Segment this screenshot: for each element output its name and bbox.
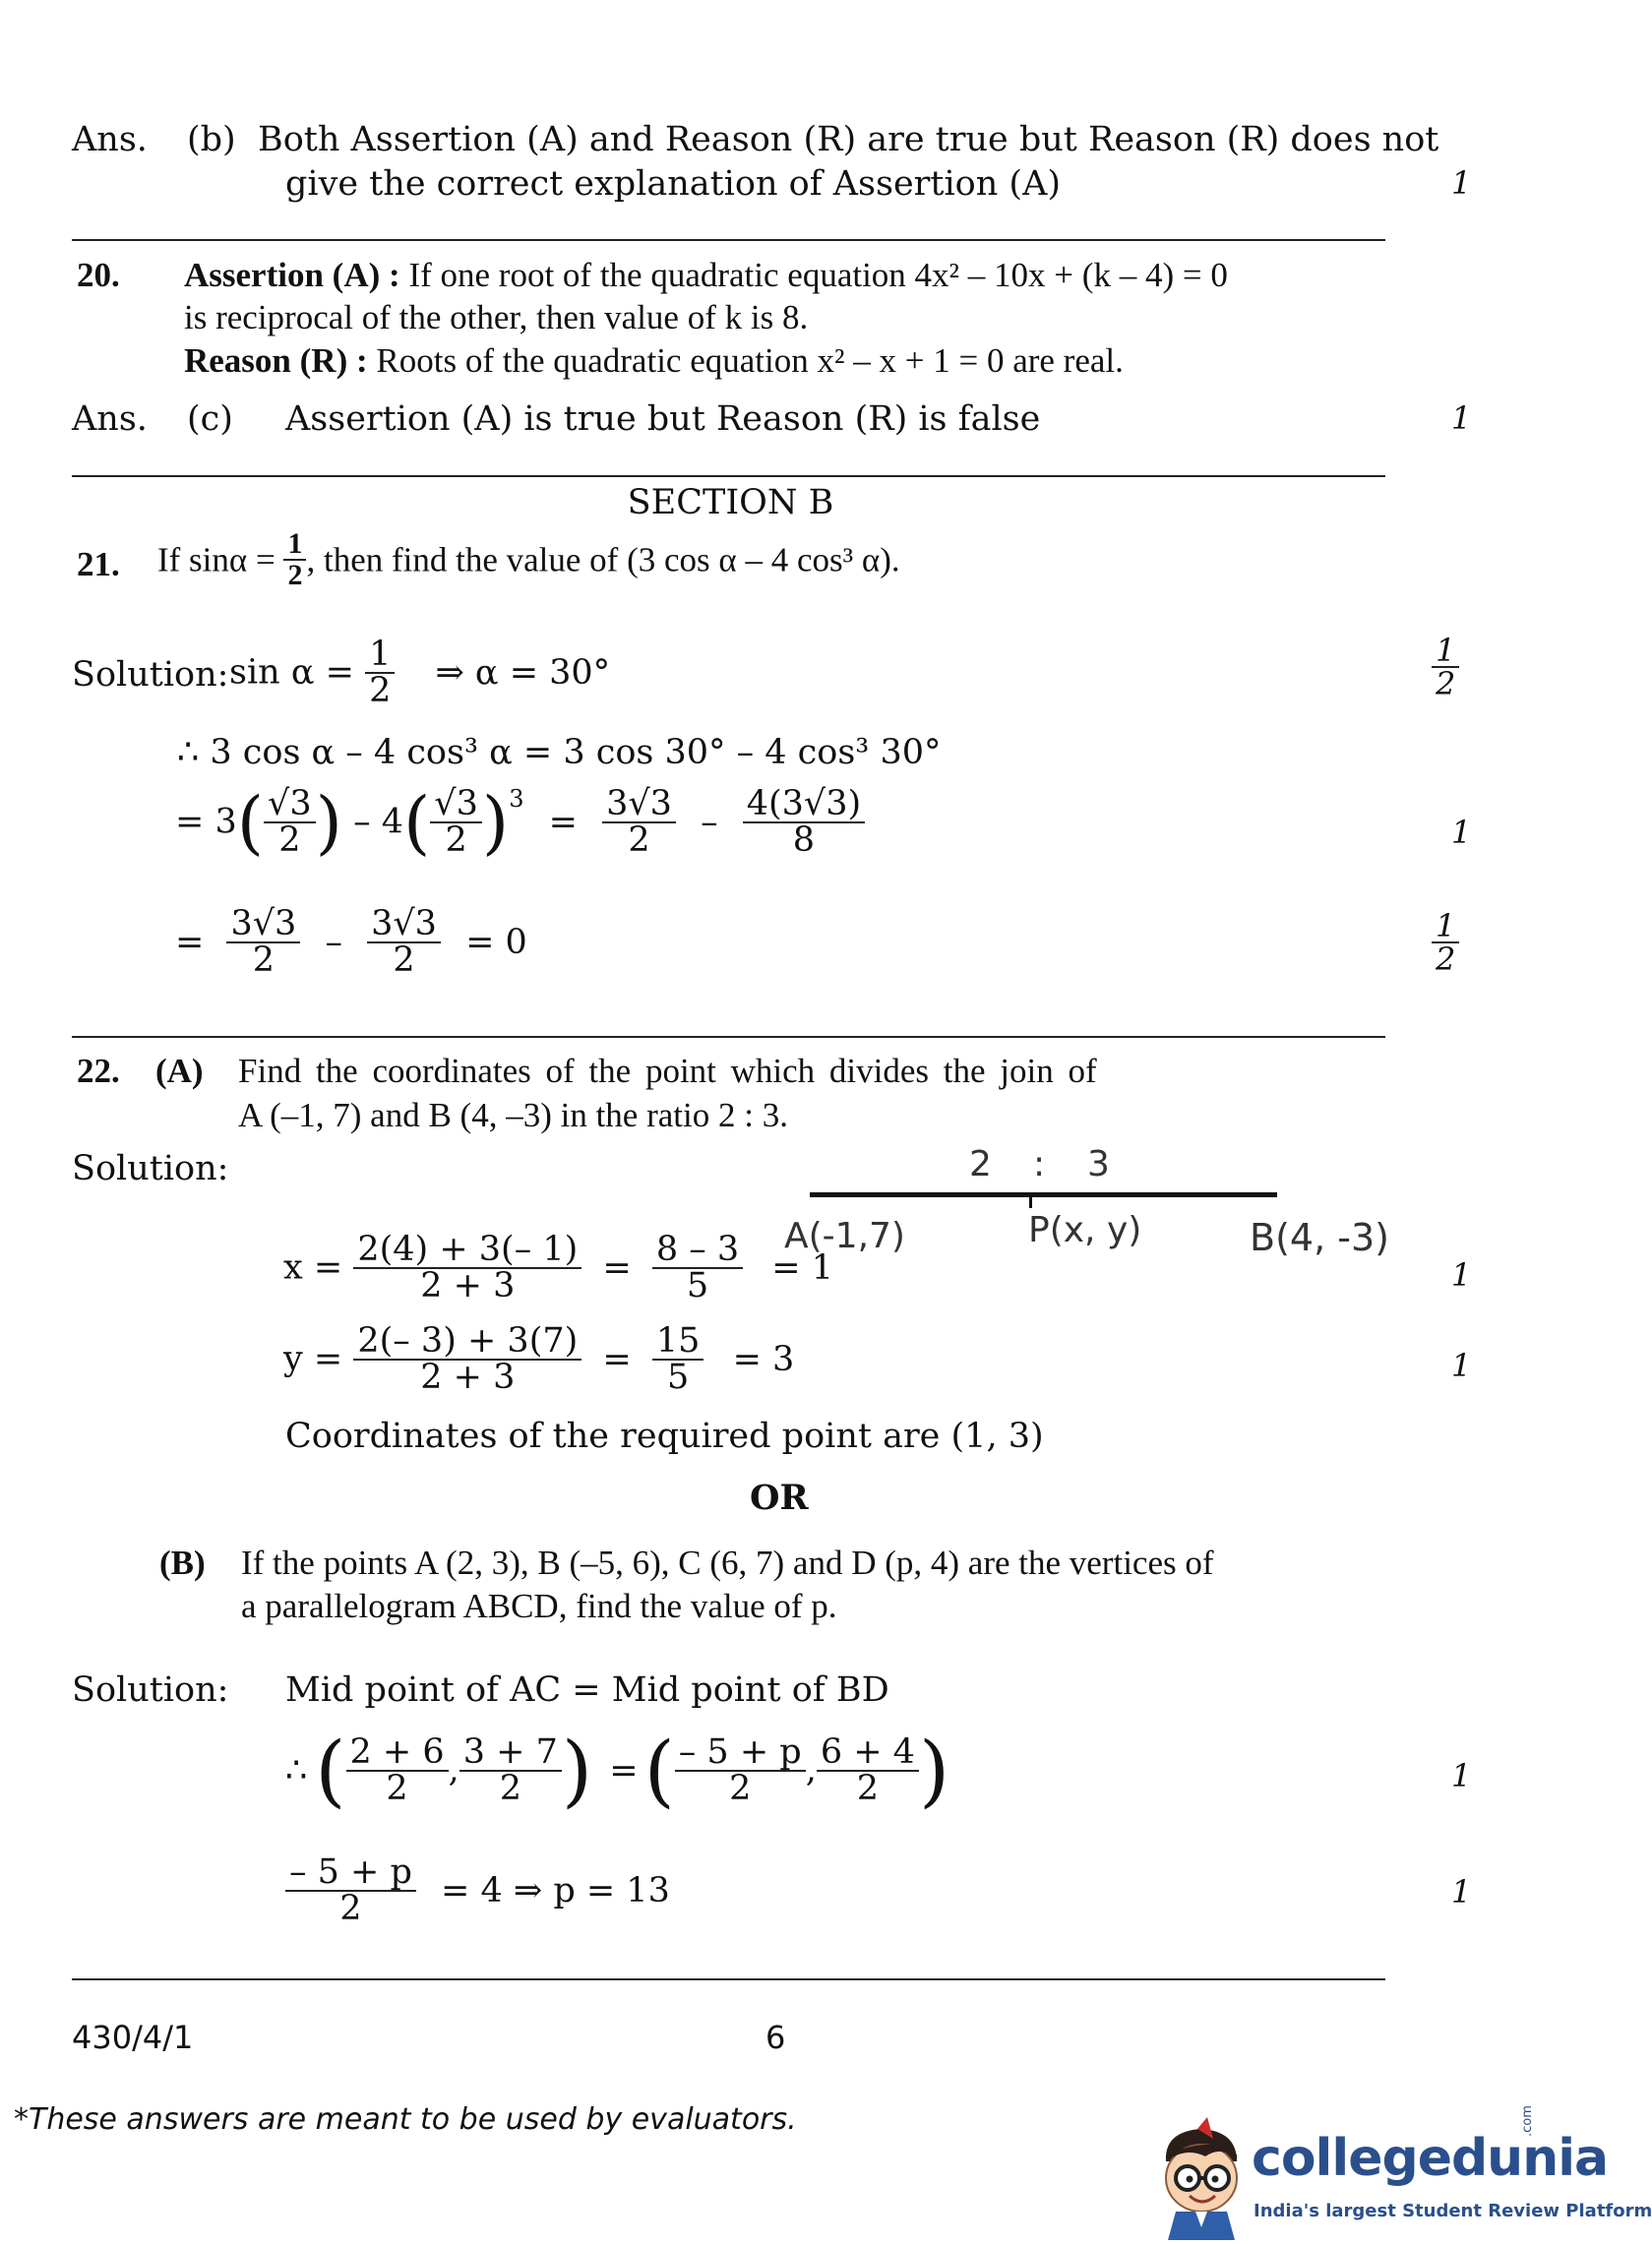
fraction <box>346 1732 449 1808</box>
collegedunia-logo[interactable] <box>1141 2105 1652 2244</box>
fraction-numerator: √3 <box>264 787 316 823</box>
q22-part-b: (B) <box>159 1544 206 1582</box>
fraction-denominator: 5 <box>686 1266 709 1305</box>
divider <box>72 1036 1385 1038</box>
q21-question <box>157 529 900 590</box>
fraction-denominator: 2 + 3 <box>420 1358 516 1397</box>
divider <box>72 1978 1385 1980</box>
q20-assertion-label: Assertion (A) : <box>184 256 400 294</box>
fraction-numerator: 1 <box>365 637 395 674</box>
fraction-denominator: 5 <box>667 1358 690 1397</box>
fraction-numerator: 1 <box>283 529 306 561</box>
step-text: = 1 <box>771 1247 834 1288</box>
section-heading: SECTION B <box>627 483 834 522</box>
q22-y-computation <box>283 1321 795 1397</box>
q20-marks: 1 <box>1451 399 1472 437</box>
step-text: = 4 ⇒ p = 13 <box>441 1870 670 1910</box>
step-text: = <box>609 1750 639 1790</box>
comma: , <box>805 1750 817 1790</box>
fraction-denominator: 2 <box>252 940 275 980</box>
fraction-numerator: 6 + 4 <box>817 1735 919 1772</box>
q22-mark-y: 1 <box>1451 1347 1472 1384</box>
q20-ans-label: Ans. <box>72 399 148 439</box>
fraction <box>353 1230 581 1305</box>
logo-tagline: India's largest Student Review Platform <box>1254 2201 1652 2221</box>
divider <box>72 239 1385 241</box>
q22b-question-line1: If the points A (2, 3), B (–5, 6), C (6, 7) and D (p, 4) are the vertices of <box>241 1544 1214 1582</box>
fraction-denominator: 2 <box>1436 940 1456 978</box>
paper-code: 430/4/1 <box>72 2019 194 2056</box>
q22-number: 22. <box>77 1052 120 1090</box>
fraction-numerator: 4(3√3) <box>743 787 865 823</box>
point-a-label: A(-1,7) <box>784 1216 905 1256</box>
fraction-denominator: 2 <box>369 671 392 710</box>
fraction <box>602 784 676 860</box>
q22b-mark-step3: 1 <box>1451 1873 1472 1910</box>
q20-reason-text: Roots of the quadratic equation x² – x + 1 = 0 are real. <box>376 341 1124 380</box>
fraction-denominator: 2 <box>386 1769 408 1808</box>
fraction-denominator: 2 <box>278 820 301 860</box>
fraction-denominator: 2 <box>339 1889 362 1928</box>
fraction-numerator: 3√3 <box>602 787 676 823</box>
fraction-denominator: 2 <box>499 1769 521 1808</box>
fraction-denominator: 2 + 3 <box>420 1266 516 1305</box>
step-text: = 3 <box>175 802 237 842</box>
q19-answer-line1: Both Assertion (A) and Reason (R) are true but Reason (R) does not <box>258 120 1439 159</box>
fraction <box>365 637 395 708</box>
q21-mark2: 1 <box>1451 814 1472 851</box>
mascot-icon <box>1146 2117 1254 2240</box>
ratio-right: 3 <box>1087 1144 1110 1184</box>
paren: ( <box>402 782 431 863</box>
comma: , <box>448 1750 459 1790</box>
q22b-step2 <box>285 1725 950 1816</box>
fraction-denominator: 2 <box>445 820 467 860</box>
logo-com: .com <box>1520 2105 1535 2137</box>
step-text: – <box>701 802 718 842</box>
q19-ans-label: Ans. <box>72 120 148 159</box>
paren: ) <box>481 782 510 863</box>
step-text: = <box>548 802 578 842</box>
q22-mark-x: 1 <box>1451 1256 1472 1294</box>
fraction-numerator: 3√3 <box>226 907 300 943</box>
q21-question-prefix: If sinα = <box>157 540 275 579</box>
exponent: 3 <box>509 785 524 813</box>
step-text: x = <box>283 1247 343 1288</box>
fraction-numerator: 2(4) + 3(– 1) <box>353 1233 581 1269</box>
evaluator-note: *These answers are meant to be used by evaluators. <box>14 2102 797 2137</box>
paren: ( <box>315 1725 346 1816</box>
q21-step2: ∴ 3 cos α – 4 cos³ α = 3 cos 30° – 4 cos³ 30° <box>177 733 942 772</box>
q21-step1 <box>229 637 610 708</box>
step-text: = <box>175 922 205 962</box>
step-text: – 4 <box>353 802 403 842</box>
q21-solution-label: Solution: <box>72 655 229 695</box>
q22b-question-line2: a parallelogram ABCD, find the value of p. <box>241 1587 837 1625</box>
fraction-numerator: 3 + 7 <box>459 1735 562 1772</box>
point-b-label: B(4, -3) <box>1250 1216 1389 1259</box>
fraction <box>264 784 316 860</box>
step-text: ⇒ α = 30° <box>435 652 611 693</box>
fraction-numerator: 1 <box>1432 635 1459 668</box>
fraction-denominator: 2 <box>1436 665 1456 702</box>
step-text: = 0 <box>465 922 527 962</box>
fraction <box>652 1321 704 1397</box>
q21-mark1 <box>1432 632 1459 702</box>
fraction-numerator: – 5 + p <box>675 1735 806 1772</box>
q20-assertion <box>184 258 1228 292</box>
step-text: = 3 <box>732 1339 795 1379</box>
paren: ) <box>918 1725 950 1816</box>
fraction <box>430 784 482 860</box>
fraction <box>353 1321 581 1397</box>
q20-assertion-line2: is reciprocal of the other, then value of k is 8. <box>184 298 809 336</box>
fraction-denominator: 2 <box>287 559 303 591</box>
q20-assertion-text: If one root of the quadratic equation 4x² – 10x + (k – 4) = 0 <box>408 256 1228 294</box>
paren: ( <box>236 782 265 863</box>
q21-question-suffix: , then find the value of (3 cos α – 4 cos³ α). <box>306 540 900 579</box>
q22-conclusion: Coordinates of the required point are (1, 3) <box>285 1417 1044 1456</box>
fraction-denominator: 2 <box>856 1769 880 1808</box>
fraction <box>652 1230 743 1305</box>
paren: ( <box>643 1725 675 1816</box>
q19-option: (b) <box>187 120 236 159</box>
step-text: = <box>602 1339 632 1379</box>
fraction-denominator: 2 <box>628 820 650 860</box>
fraction <box>285 1852 416 1928</box>
fraction <box>817 1732 919 1808</box>
q19-answer-line2: give the correct explanation of Assertion (A) <box>285 164 1061 204</box>
q20-reason-label: Reason (R) : <box>184 341 368 380</box>
fraction <box>459 1732 562 1808</box>
paren: ) <box>561 1725 593 1816</box>
q22-x-computation <box>283 1230 834 1305</box>
q21-step3 <box>175 782 865 863</box>
ratio-left: 2 <box>969 1144 992 1184</box>
q22-question-line2: A (–1, 7) and B (4, –3) in the ratio 2 : 3. <box>238 1096 788 1134</box>
q20-number: 20. <box>77 256 120 294</box>
q22-solution-label: Solution: <box>72 1149 229 1188</box>
fraction-numerator: 1 <box>1432 910 1459 943</box>
q22-part-a: (A) <box>155 1052 204 1090</box>
fraction-numerator: 2 + 6 <box>346 1735 449 1772</box>
step-text: ∴ <box>285 1750 308 1790</box>
q19-marks: 1 <box>1451 164 1472 202</box>
q22b-step1: Mid point of AC = Mid point of BD <box>285 1670 889 1710</box>
fraction-numerator: √3 <box>430 787 482 823</box>
fraction-numerator: 8 – 3 <box>652 1233 743 1269</box>
q21-number: 21. <box>77 545 120 583</box>
paren: ) <box>315 782 342 863</box>
page-number: 6 <box>765 2019 786 2056</box>
logo-wordmark: collegedunia <box>1252 2129 1609 2188</box>
q22b-mark-step2: 1 <box>1451 1757 1472 1794</box>
point-p-tick <box>1029 1192 1032 1208</box>
q22-question-line1: Find the coordinates of the point which divides the join of <box>238 1052 1097 1090</box>
fraction-numerator: – 5 + p <box>285 1855 416 1892</box>
fraction <box>675 1732 806 1808</box>
q20-reason <box>184 343 1124 378</box>
fraction-numerator: 15 <box>652 1324 704 1361</box>
fraction-denominator: 2 <box>393 940 415 980</box>
q21-mark3 <box>1432 907 1459 978</box>
step-text: y = <box>283 1339 343 1379</box>
fraction-denominator: 2 <box>729 1769 752 1808</box>
fraction <box>367 904 441 980</box>
fraction-denominator: 8 <box>792 820 816 860</box>
q20-option: (c) <box>187 399 233 439</box>
q20-answer-text: Assertion (A) is true but Reason (R) is false <box>285 399 1041 439</box>
q21-step4 <box>175 904 527 980</box>
q21-question-fraction <box>283 529 306 590</box>
q22b-step3 <box>285 1852 670 1928</box>
step-text: sin α = <box>229 652 354 693</box>
step-text: = <box>602 1247 632 1288</box>
q22b-solution-label: Solution: <box>72 1670 229 1710</box>
fraction-numerator: 2(– 3) + 3(7) <box>353 1324 581 1361</box>
fraction <box>226 904 300 980</box>
segment-ab <box>810 1192 1277 1197</box>
or-separator: OR <box>750 1478 809 1518</box>
point-p-label: P(x, y) <box>1028 1210 1142 1250</box>
divider <box>72 475 1385 477</box>
fraction-numerator: 3√3 <box>367 907 441 943</box>
fraction <box>743 784 865 860</box>
ratio-separator: : <box>1033 1144 1046 1184</box>
step-text: – <box>325 922 342 962</box>
